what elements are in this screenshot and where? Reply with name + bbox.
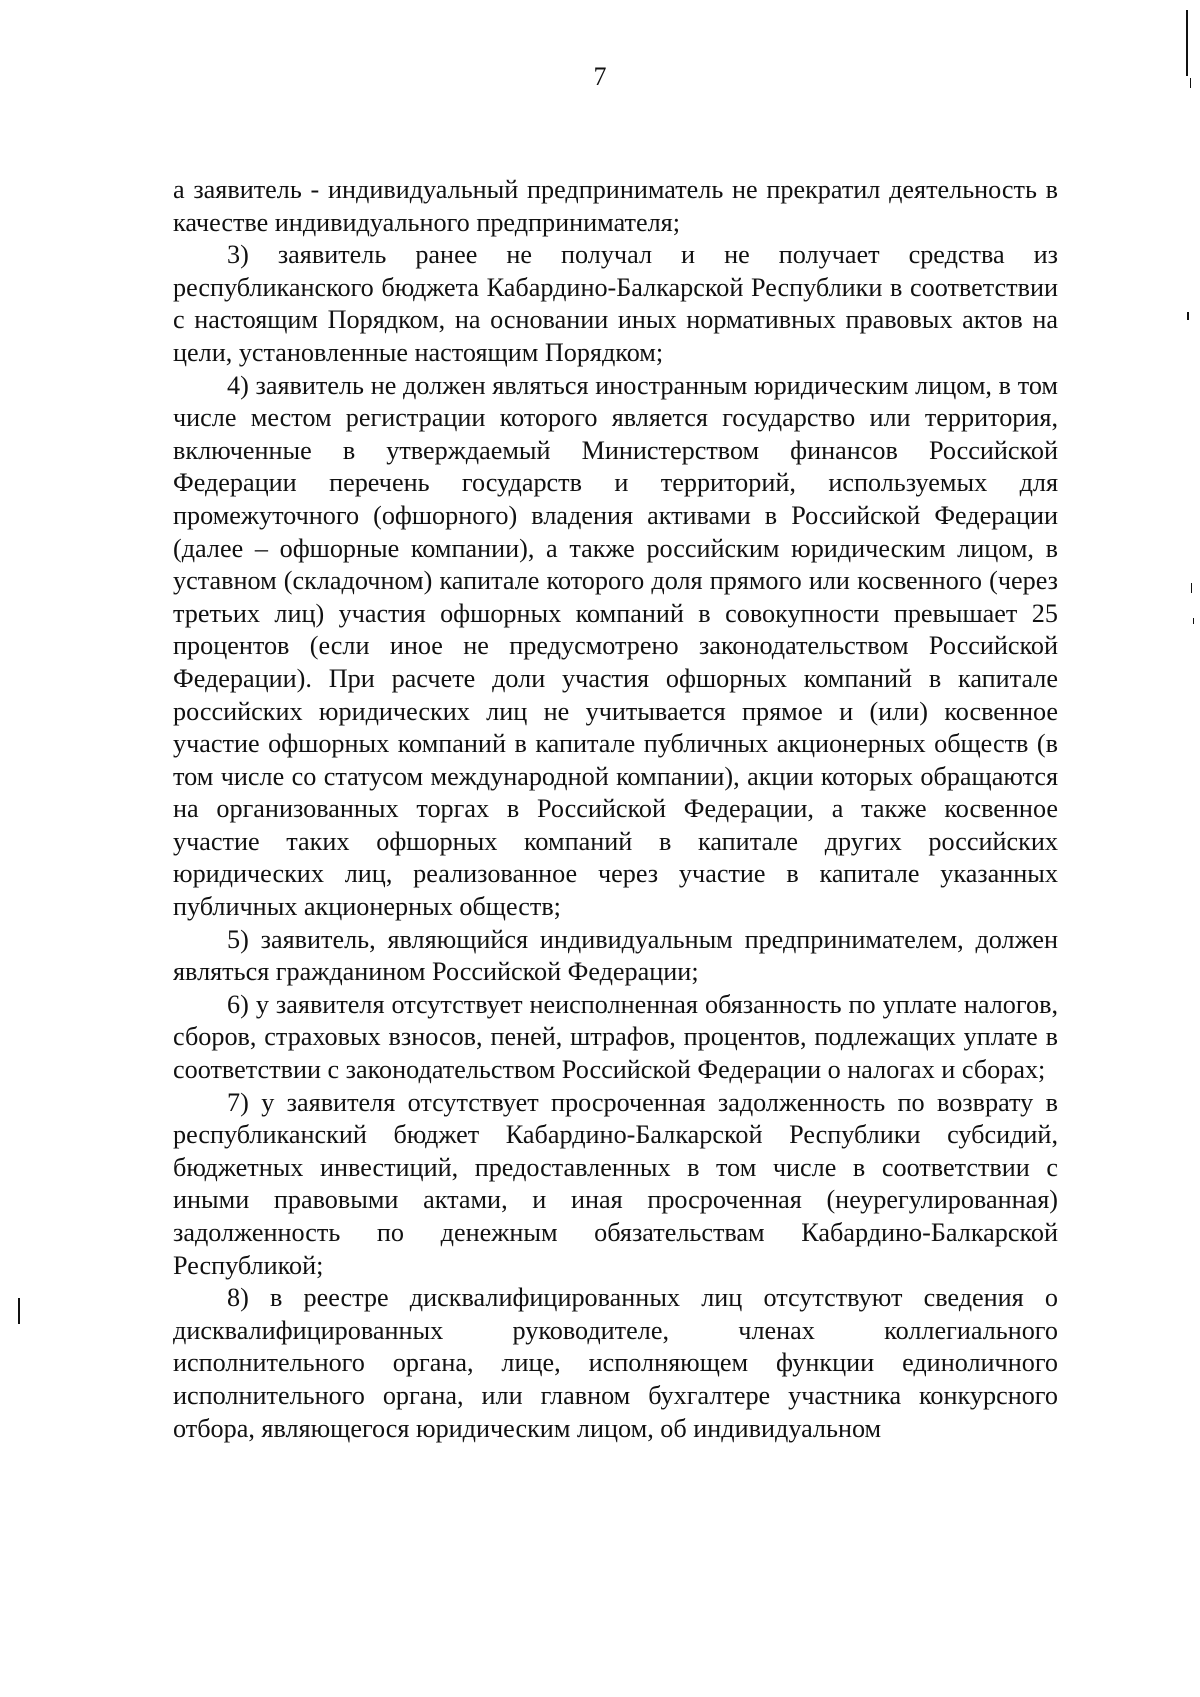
paragraph-continuation: а заявитель - индивидуальный предприниматель не прекратил деятельность в качестве индивидуального предпринимателя; [173, 175, 1058, 237]
scan-artifact-mark [1190, 78, 1191, 88]
paragraph-item-3: 3) заявитель ранее не получал и не получает средства из республиканского бюджета Кабардино-Балкарской Республики в соответствии с настоящим Порядком, на основании иных нормативных правовых актов на цели, установленные настоящим Порядком; [173, 240, 1058, 367]
scan-artifact-mark [1193, 618, 1194, 624]
scan-artifact-mark [1187, 312, 1189, 320]
document-body [173, 174, 1058, 1445]
paragraph-item-6: 6) у заявителя отсутствует неисполненная обязанность по уплате налогов, сборов, страховых взносов, пеней, штрафов, процентов, подлежащих уплате в соответствии с законодательством Российской Федерации о налогах и сборах; [173, 989, 1058, 1085]
scan-artifact-mark [18, 1298, 20, 1324]
scan-artifact-mark [1186, 10, 1188, 76]
paragraph-item-5: 5) заявитель, являющийся индивидуальным предпринимателем, должен являться гражданином Российской Федерации; [173, 924, 1058, 987]
paragraph-item-7: 7) у заявителя отсутствует просроченная задолженность по возврату в республиканский бюджет Кабардино-Балкарской Республики субсидий, бюджетных инвестиций, предоставленных в том числе в соответствии с иными правовыми актами, и иная просроченная (неурегулированная) задолженность по денежным обязательствам Кабардино-Балкарской Республикой; [173, 1087, 1058, 1280]
page-number: 7 [593, 62, 607, 91]
paragraph-item-8: 8) в реестре дисквалифицированных лиц отсутствуют сведения о дисквалифицированных руководителе, членах коллегиального исполнительного органа, лице, исполняющем функции единоличного исполнительного органа, или главном бухгалтере участника конкурсного отбора, являющегося юридическим лицом, об индивидуальном [173, 1283, 1058, 1443]
scan-artifact-mark [1191, 583, 1192, 593]
paragraph-item-4: 4) заявитель не должен являться иностранным юридическим лицом, в том числе местом регистрации которого является государство или территория, включенные в утверждаемый Министерством финансов Российской Федерации перечень государств и территорий, используемых для промежуточного (офшорного) владения активами в Российской Федерации (далее – офшорные компании), а также российским юридическим лицом, в уставном (складочном) капитале которого доля прямого или косвенного (через третьих лиц) участия офшорных компаний в совокупности превышает 25 процентов (если иное не предусмотрено законодательством Российской Федерации). При расчете доли участия офшорных компаний в капитале российских юридических лиц не учитывается прямое и (или) косвенное участие офшорных компаний в капитале публичных акционерных обществ (в том числе со статусом международной компании), акции которых обращаются на организованных торгах в Российской Федерации, а также косвенное участие таких офшорных компаний в капитале других российских юридических лиц, реализованное через участие в капитале указанных публичных акционерных обществ; [173, 370, 1058, 922]
